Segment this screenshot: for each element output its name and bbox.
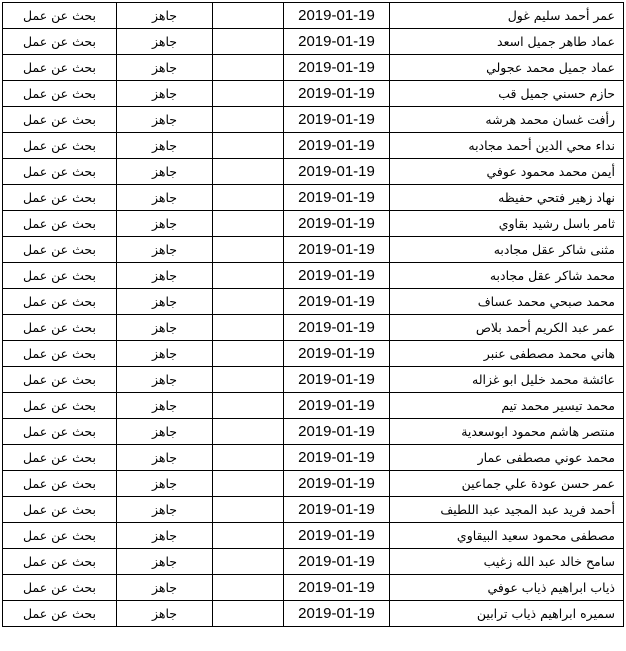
empty-cell: [213, 601, 284, 627]
reason-cell: بحث عن عمل: [3, 497, 117, 523]
date-cell: 2019-01-19: [284, 393, 390, 419]
table-row: [3, 549, 624, 575]
table-row: [3, 289, 624, 315]
table-row: [3, 575, 624, 601]
reason-cell: بحث عن عمل: [3, 315, 117, 341]
date-cell: 2019-01-19: [284, 263, 390, 289]
empty-cell: [213, 211, 284, 237]
empty-cell: [213, 393, 284, 419]
table-row: [3, 367, 624, 393]
date-cell: 2019-01-19: [284, 133, 390, 159]
reason-cell: بحث عن عمل: [3, 185, 117, 211]
table-row: [3, 185, 624, 211]
date-cell: 2019-01-19: [284, 523, 390, 549]
status-cell: جاهز: [117, 341, 213, 367]
reason-cell: بحث عن عمل: [3, 341, 117, 367]
status-cell: جاهز: [117, 55, 213, 81]
reason-cell: بحث عن عمل: [3, 601, 117, 627]
empty-cell: [213, 549, 284, 575]
date-cell: 2019-01-19: [284, 341, 390, 367]
name-cell: عمر حسن عودة علي جماعين: [390, 471, 624, 497]
reason-cell: بحث عن عمل: [3, 367, 117, 393]
table-row: [3, 81, 624, 107]
status-cell: جاهز: [117, 133, 213, 159]
status-cell: جاهز: [117, 315, 213, 341]
reason-cell: بحث عن عمل: [3, 55, 117, 81]
name-cell: ذياب ابراهيم ذياب عوفي: [390, 575, 624, 601]
date-cell: 2019-01-19: [284, 211, 390, 237]
name-cell: عمر عبد الكريم أحمد بلاص: [390, 315, 624, 341]
name-cell: نداء محي الدين أحمد مجادبه: [390, 133, 624, 159]
date-cell: 2019-01-19: [284, 367, 390, 393]
name-cell: مصطفى محمود سعيد البيقاوي: [390, 523, 624, 549]
date-cell: 2019-01-19: [284, 81, 390, 107]
table-row: [3, 3, 624, 29]
empty-cell: [213, 341, 284, 367]
date-cell: 2019-01-19: [284, 55, 390, 81]
table-row: [3, 601, 624, 627]
name-cell: عماد طاهر جميل اسعد: [390, 29, 624, 55]
empty-cell: [213, 419, 284, 445]
reason-cell: بحث عن عمل: [3, 81, 117, 107]
empty-cell: [213, 523, 284, 549]
name-cell: محمد صبحي محمد عساف: [390, 289, 624, 315]
date-cell: 2019-01-19: [284, 445, 390, 471]
status-cell: جاهز: [117, 393, 213, 419]
table-row: [3, 419, 624, 445]
reason-cell: بحث عن عمل: [3, 3, 117, 29]
name-cell: ثامر باسل رشيد بقاوي: [390, 211, 624, 237]
status-cell: جاهز: [117, 237, 213, 263]
empty-cell: [213, 263, 284, 289]
empty-cell: [213, 81, 284, 107]
empty-cell: [213, 289, 284, 315]
reason-cell: بحث عن عمل: [3, 523, 117, 549]
table-row: [3, 55, 624, 81]
name-cell: محمد تيسير محمد تيم: [390, 393, 624, 419]
reason-cell: بحث عن عمل: [3, 471, 117, 497]
empty-cell: [213, 107, 284, 133]
name-cell: محمد شاكر عقل مجادبه: [390, 263, 624, 289]
reason-cell: بحث عن عمل: [3, 29, 117, 55]
reason-cell: بحث عن عمل: [3, 237, 117, 263]
table-row: [3, 237, 624, 263]
name-cell: عمر أحمد سليم غول: [390, 3, 624, 29]
reason-cell: بحث عن عمل: [3, 445, 117, 471]
table-row: [3, 263, 624, 289]
reason-cell: بحث عن عمل: [3, 107, 117, 133]
status-cell: جاهز: [117, 367, 213, 393]
name-cell: هاني محمد مصطفى عنبر: [390, 341, 624, 367]
name-cell: رأفت غسان محمد هرشه: [390, 107, 624, 133]
table-row: [3, 523, 624, 549]
empty-cell: [213, 367, 284, 393]
table-row: [3, 315, 624, 341]
status-cell: جاهز: [117, 575, 213, 601]
date-cell: 2019-01-19: [284, 549, 390, 575]
name-cell: عائشة محمد خليل ابو غزاله: [390, 367, 624, 393]
status-cell: جاهز: [117, 185, 213, 211]
table-row: [3, 29, 624, 55]
date-cell: 2019-01-19: [284, 575, 390, 601]
status-cell: جاهز: [117, 29, 213, 55]
table-row: [3, 445, 624, 471]
name-cell: أيمن محمد محمود عوفي: [390, 159, 624, 185]
table-row: [3, 159, 624, 185]
table-row: [3, 471, 624, 497]
date-cell: 2019-01-19: [284, 107, 390, 133]
table-row: [3, 133, 624, 159]
status-cell: جاهز: [117, 523, 213, 549]
status-cell: جاهز: [117, 159, 213, 185]
status-cell: جاهز: [117, 445, 213, 471]
empty-cell: [213, 55, 284, 81]
date-cell: 2019-01-19: [284, 289, 390, 315]
status-cell: جاهز: [117, 289, 213, 315]
reason-cell: بحث عن عمل: [3, 263, 117, 289]
date-cell: 2019-01-19: [284, 497, 390, 523]
date-cell: 2019-01-19: [284, 315, 390, 341]
name-cell: نهاد زهير فتحي حفيظه: [390, 185, 624, 211]
date-cell: 2019-01-19: [284, 159, 390, 185]
table-row: [3, 211, 624, 237]
reason-cell: بحث عن عمل: [3, 575, 117, 601]
empty-cell: [213, 29, 284, 55]
empty-cell: [213, 185, 284, 211]
name-cell: سميره ابراهيم ذياب ترابين: [390, 601, 624, 627]
date-cell: 2019-01-19: [284, 471, 390, 497]
reason-cell: بحث عن عمل: [3, 289, 117, 315]
table-row: [3, 393, 624, 419]
date-cell: 2019-01-19: [284, 419, 390, 445]
reason-cell: بحث عن عمل: [3, 211, 117, 237]
name-cell: حازم حسني جميل قب: [390, 81, 624, 107]
name-cell: محمد عوني مصطفى عمار: [390, 445, 624, 471]
date-cell: 2019-01-19: [284, 601, 390, 627]
name-cell: مثنى شاكر عقل مجادبه: [390, 237, 624, 263]
status-cell: جاهز: [117, 263, 213, 289]
name-cell: سامح خالد عبد الله زغيب: [390, 549, 624, 575]
records-table: [2, 2, 624, 627]
records-table-body: [3, 3, 624, 627]
name-cell: أحمد فريد عبد المجيد عبد اللطيف: [390, 497, 624, 523]
empty-cell: [213, 471, 284, 497]
status-cell: جاهز: [117, 3, 213, 29]
name-cell: عماد جميل محمد عجولي: [390, 55, 624, 81]
empty-cell: [213, 575, 284, 601]
reason-cell: بحث عن عمل: [3, 393, 117, 419]
reason-cell: بحث عن عمل: [3, 419, 117, 445]
empty-cell: [213, 133, 284, 159]
name-cell: منتصر هاشم محمود ابوسعدية: [390, 419, 624, 445]
reason-cell: بحث عن عمل: [3, 159, 117, 185]
empty-cell: [213, 497, 284, 523]
date-cell: 2019-01-19: [284, 185, 390, 211]
empty-cell: [213, 159, 284, 185]
status-cell: جاهز: [117, 107, 213, 133]
empty-cell: [213, 445, 284, 471]
reason-cell: بحث عن عمل: [3, 549, 117, 575]
empty-cell: [213, 3, 284, 29]
table-row: [3, 107, 624, 133]
date-cell: 2019-01-19: [284, 3, 390, 29]
status-cell: جاهز: [117, 497, 213, 523]
status-cell: جاهز: [117, 81, 213, 107]
status-cell: جاهز: [117, 471, 213, 497]
date-cell: 2019-01-19: [284, 29, 390, 55]
empty-cell: [213, 237, 284, 263]
table-row: [3, 497, 624, 523]
status-cell: جاهز: [117, 601, 213, 627]
status-cell: جاهز: [117, 549, 213, 575]
status-cell: جاهز: [117, 419, 213, 445]
reason-cell: بحث عن عمل: [3, 133, 117, 159]
empty-cell: [213, 315, 284, 341]
status-cell: جاهز: [117, 211, 213, 237]
date-cell: 2019-01-19: [284, 237, 390, 263]
table-row: [3, 341, 624, 367]
